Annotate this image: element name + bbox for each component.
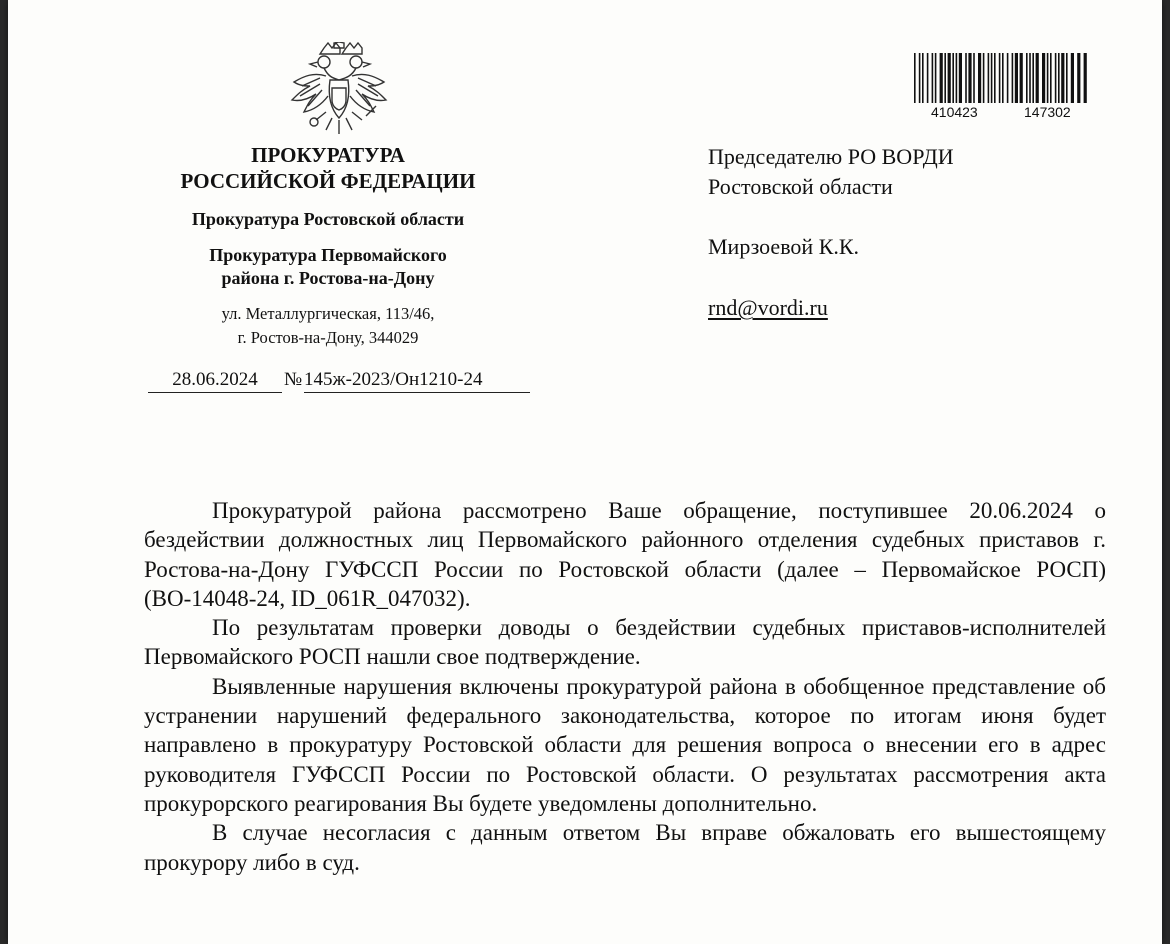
barcode-bar <box>914 53 916 103</box>
body-paragraph-4: В случае несогласия с данным ответом Вы вправе обжаловать его вышестоящему прокурору либо в суд. <box>144 820 1106 875</box>
barcode-bar <box>940 53 943 103</box>
barcode-bar <box>959 53 962 103</box>
regional-office: Прокуратура Ростовской области <box>191 209 465 229</box>
barcode-bar <box>935 53 937 103</box>
body-paragraph-1: Прокуратурой района рассмотрено Ваше обращение, поступившее 20.06.2024 о бездействии должностных лиц Первомайского районного отделения судебных приставов г. Ростова-на-Дону ГУФССП России по Ростовской области (далее – Первомайское РОСП) (ВО-14048-24, ID_061R_047032). <box>144 498 1106 611</box>
barcode-number-right: 147302 <box>1024 104 1071 120</box>
district-office-line1: Прокуратура Первомайского <box>209 245 447 265</box>
org-title-line1: ПРОКУРАТУРА <box>251 143 405 167</box>
barcode-bar <box>1020 53 1023 103</box>
letter-body <box>144 496 1106 877</box>
barcode-bar <box>1012 53 1014 103</box>
barcode-bar <box>922 53 924 103</box>
barcode-bar <box>1042 53 1045 103</box>
barcode-bar <box>1047 53 1049 103</box>
registration-date: 28.06.2024 <box>148 368 282 393</box>
org-title-line2: РОССИЙСКОЙ ФЕДЕРАЦИИ <box>180 169 476 193</box>
barcode-bar <box>1007 53 1009 103</box>
district-office-line2: района г. Ростова-на-Дону <box>221 268 435 288</box>
barcode-bar <box>1002 53 1004 103</box>
barcode-bar <box>999 53 1001 103</box>
barcode-bar <box>932 53 934 103</box>
address-line2: г. Ростов-на-Дону, 344029 <box>237 328 419 347</box>
body-paragraph-2: По результатам проверки доводы о бездействии судебных приставов-исполнителей Первомайского РОСП нашли свое подтверждение. <box>144 615 1106 670</box>
barcode-bar <box>1077 53 1080 103</box>
document-page <box>8 0 1162 944</box>
barcode-bar <box>991 53 993 103</box>
coat-of-arms-icon <box>280 42 398 138</box>
recipient-name: Мирзоевой К.К. <box>708 234 860 259</box>
barcode-bar <box>1071 53 1074 103</box>
barcode-bar <box>1066 53 1068 103</box>
barcode-bar <box>973 53 975 103</box>
barcode-bar <box>1061 53 1064 103</box>
barcode-bar <box>994 53 996 103</box>
barcode-bar <box>968 53 971 103</box>
barcode-bar <box>983 53 985 103</box>
registration-number: 145ж-2023/Он1210-24 <box>304 368 530 393</box>
barcode-bar <box>1036 53 1039 103</box>
barcode-bar <box>952 53 954 103</box>
barcode-bar <box>1050 53 1052 103</box>
address-line1: ул. Металлургическая, 113/46, <box>221 304 435 323</box>
barcode-bar <box>965 53 967 103</box>
barcode-bar <box>944 53 946 103</box>
barcode-bar <box>1026 53 1028 103</box>
recipient-line1: Председателю РО ВОРДИ <box>708 144 954 169</box>
barcode-bar <box>1055 53 1057 103</box>
body-paragraph-3: Выявленные нарушения включены прокуратурой района в обобщенное представление об устранении нарушений федерального законодательства, которое по итогам июня будет направлено в прокуратуру Ростовской области для решения вопроса о внесении его в адрес руководителя ГУФССП России по Ростовской области. О результатах рассмотрения акта прокурорского реагирования Вы будете уведомлены дополнительно. <box>144 673 1106 816</box>
barcode-bar <box>1015 53 1018 103</box>
barcode-icon <box>910 53 1090 105</box>
barcode-bar <box>956 53 958 103</box>
barcode-bar <box>919 53 921 103</box>
barcode-number-left: 410423 <box>931 104 978 120</box>
recipient-line2: Ростовской области <box>708 174 893 199</box>
barcode-bar <box>978 53 981 103</box>
recipient-email-link[interactable]: rnd@vordi.ru <box>708 295 828 320</box>
registration-number-label: № <box>284 369 303 390</box>
barcode-bar <box>1029 53 1031 103</box>
barcode-bar <box>927 53 929 103</box>
barcode-bar <box>1058 53 1060 103</box>
barcode-bar <box>1084 53 1087 103</box>
barcode-bar <box>988 53 990 103</box>
barcode-bar <box>1032 53 1034 103</box>
barcode-bar <box>948 53 951 103</box>
